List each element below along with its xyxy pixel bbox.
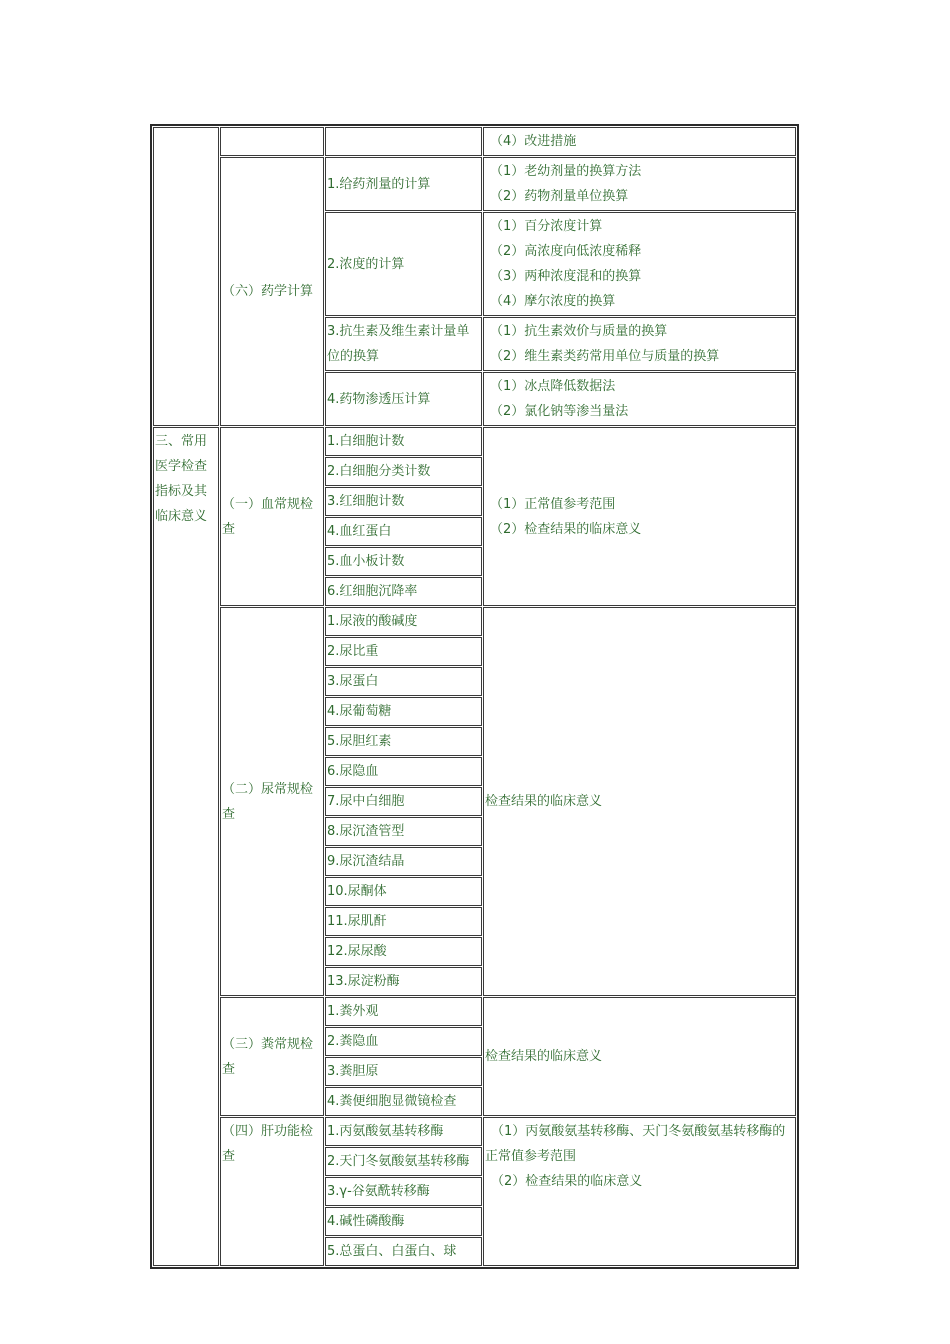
item-cell: 2.浓度的计算 [325,212,482,316]
section-cell: （四）肝功能检查 [220,1117,324,1266]
unit-cell-empty [153,127,219,426]
item-cell: 4.碱性磷酸酶 [325,1207,482,1236]
item-cell: 2.天门冬氨酸氨基转移酶 [325,1147,482,1176]
point-line: （1）冰点降低数据法 [490,379,616,394]
item-cell: 6.红细胞沉降率 [325,577,482,606]
syllabus-grid [152,126,797,1267]
table-row [153,127,796,156]
item-cell: 1.白细胞计数 [325,427,482,456]
item-cell: 1.尿液的酸碱度 [325,607,482,636]
item-cell: 4.血红蛋白 [325,517,482,546]
point-line: （3）两种浓度混和的换算 [490,269,642,284]
item-cell: 5.总蛋白、白蛋白、球 [325,1237,482,1266]
item-cell: 1.丙氨酸氨基转移酶 [325,1117,482,1146]
point-line: （2）氯化钠等渗当量法 [490,404,629,419]
item-cell: 5.尿胆红素 [325,727,482,756]
point-line: （2）维生素类药常用单位与质量的换算 [490,349,720,364]
item-cell-empty [325,127,482,156]
point-line: （2）高浓度向低浓度稀释 [490,244,642,259]
table-row [153,157,796,211]
point-line: （1）正常值参考范围 [490,496,616,512]
item-cell: 9.尿沉渣结晶 [325,847,482,876]
point-line: （1）抗生素效价与质量的换算 [490,324,668,339]
item-cell: 4.尿葡萄糖 [325,697,482,726]
item-cell: 3.红细胞计数 [325,487,482,516]
item-cell: 1.粪外观 [325,997,482,1026]
item-cell: 4.粪便细胞显微镜检查 [325,1087,482,1116]
item-cell: 11.尿肌酐 [325,907,482,936]
point-cell: 检查结果的临床意义 [483,997,796,1116]
item-cell: 12.尿尿酸 [325,937,482,966]
point-cell [483,1117,796,1266]
section-cell: （六）药学计算 [220,157,324,426]
section-cell: （二）尿常规检查 [220,607,324,996]
item-cell: 2.白细胞分类计数 [325,457,482,486]
table-row [153,997,796,1026]
point-line: （1）百分浓度计算 [490,219,603,234]
item-cell: 3.粪胆原 [325,1057,482,1086]
point-cell [483,212,796,316]
table-row [153,427,796,456]
item-cell: 7.尿中白细胞 [325,787,482,816]
syllabus-table [150,124,799,1269]
unit-cell: 三、常用医学检查指标及其临床意义 [153,427,219,1266]
point-line: （2）检查结果的临床意义 [491,1174,643,1189]
point-line: （2）检查结果的临床意义 [490,521,642,537]
section-cell: （三）粪常规检查 [220,997,324,1116]
item-cell: 2.尿比重 [325,637,482,666]
item-cell: 3.γ-谷氨酰转移酶 [325,1177,482,1206]
item-cell: 8.尿沉渣管型 [325,817,482,846]
item-cell: 4.药物渗透压计算 [325,372,482,426]
point-cell: （4）改进措施 [483,127,796,156]
item-cell: 10.尿酮体 [325,877,482,906]
section-cell-empty [220,127,324,156]
table-row [153,1117,796,1146]
point-line: （1）丙氨酸氨基转移酶、天门冬氨酸氨基转移酶的正常值参考范围 [485,1124,786,1164]
point-line: （1）老幼剂量的换算方法 [490,164,642,179]
point-cell: 检查结果的临床意义 [483,607,796,996]
point-cell [483,427,796,606]
item-cell: 6.尿隐血 [325,757,482,786]
point-cell [483,157,796,211]
section-cell: （一）血常规检查 [220,427,324,606]
point-cell [483,372,796,426]
item-cell: 3.尿蛋白 [325,667,482,696]
item-cell: 1.给药剂量的计算 [325,157,482,211]
item-cell: 5.血小板计数 [325,547,482,576]
item-cell: 3.抗生素及维生素计量单位的换算 [325,317,482,371]
item-cell: 13.尿淀粉酶 [325,967,482,996]
item-cell: 2.粪隐血 [325,1027,482,1056]
point-line: （2）药物剂量单位换算 [490,189,629,204]
table-row [153,607,796,636]
point-line: （4）摩尔浓度的换算 [490,294,616,309]
point-cell [483,317,796,371]
